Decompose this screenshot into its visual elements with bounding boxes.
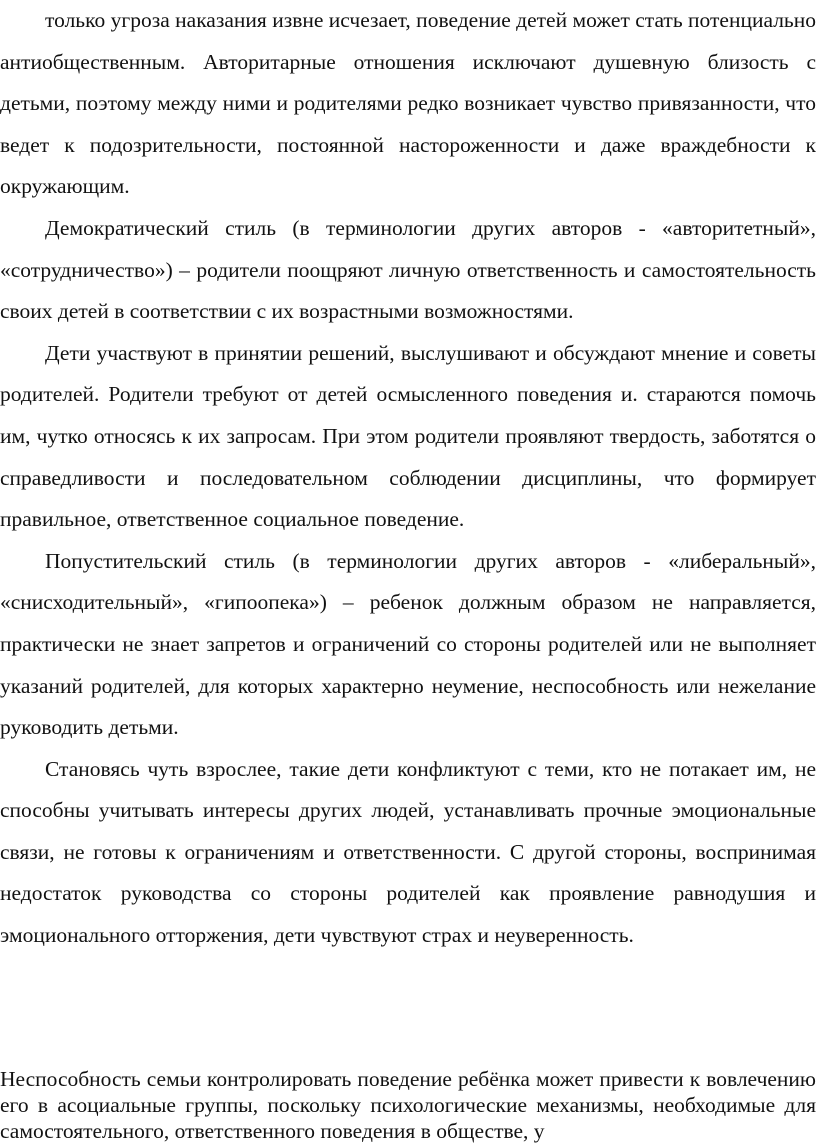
paragraph-authoritarian-consequences: только угроза наказания извне исчезает, поведение детей может стать потенциально антиобщественным. Авторитарные отношения исключают душевную близость с детьми, поэтому между ними и родителями редко возникает чувство привязанности, что ведет к подозрительности, постоянной настороженности и даже враждебности к окружающим. — [0, 8, 816, 199]
closing-text-block — [0, 1066, 816, 1144]
paragraph-democratic-style: Демократический стиль (в терминологии других авторов - «авторитетный», «сотрудничество») – родители поощряют личную ответственность и самостоятельность своих детей в соответствии с их возрастными возможностями. — [0, 215, 816, 324]
paragraph-permissive-consequences: Становясь чуть взрослее, такие дети конфликтуют с теми, кто не потакает им, не способны учитывать интересы других людей, устанавливать прочные эмоциональные связи, не готовы к ограничениям и ответственности. С другой стороны, воспринимая недостаток руководства со стороны родителей как проявление равнодушия и эмоционального отторжения, дети чувствуют страх и неуверенность. — [0, 756, 816, 948]
paragraph-permissive-style: Попустительский стиль (в терминологии других авторов - «либеральный», «снисходительный», «гипоопека») – ребенок должным образом не направляется, практически не знает запретов и ограничений со стороны родителей или не выполняет указаний родителей, для которых характерно неумение, неспособность или нежелание руководить детьми. — [0, 548, 816, 740]
paragraph-family-control: Неспособность семьи контролировать поведение ребёнка может привести к вовлечению его в асоциальные группы, поскольку психологические механизмы, необходимые для самостоятельного, ответственного поведения в обществе, у — [0, 1067, 816, 1143]
paragraph-children-participation: Дети участвуют в принятии решений, выслушивают и обсуждают мнение и советы родителей. Родители требуют от детей осмысленного поведения и. стараются помочь им, чутко относясь к их запросам. При этом родители проявляют твердость, заботятся о справедливости и последовательном соблюдении дисциплины, что формирует правильное, ответственное социальное поведение. — [0, 340, 816, 532]
